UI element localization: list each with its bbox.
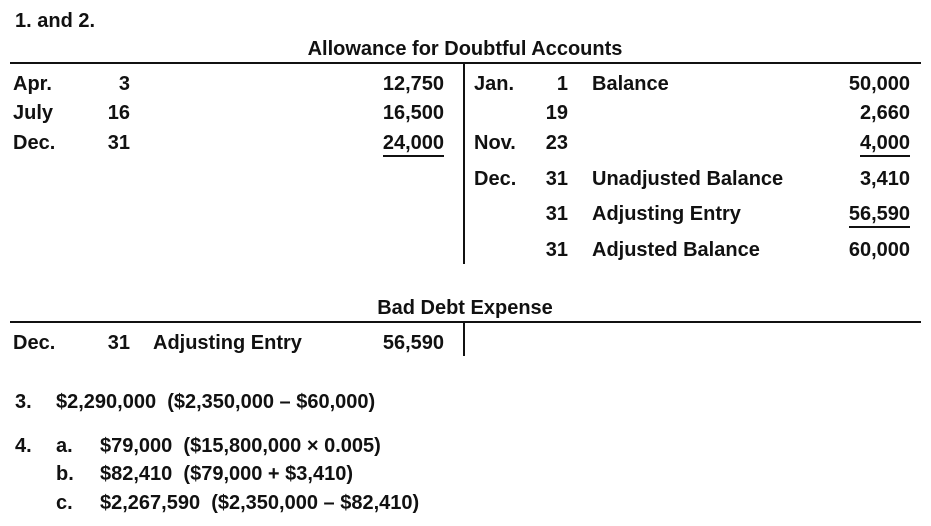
allowance-credit-desc: Balance — [592, 73, 669, 95]
allowance-credit-desc: Unadjusted Balance — [592, 168, 784, 190]
allowance-credit-day: 23 — [545, 132, 568, 154]
bad-debt-debit-month: Dec. — [13, 332, 56, 354]
allowance-debit-amount-underlined — [340, 132, 444, 154]
allowance-credit-amount-underlined — [800, 132, 910, 154]
allowance-credit-amount-underlined — [800, 203, 910, 225]
allowance-debit-month: July — [13, 102, 54, 124]
allowance-credit-amount: 2,660 — [859, 102, 910, 124]
allowance-credit-desc: Adjusting Entry — [592, 203, 741, 225]
allowance-credit-day: 31 — [545, 168, 568, 190]
allowance-credit-day: 31 — [545, 203, 568, 225]
allowance-credit-day: 1 — [556, 73, 568, 95]
allowance-account-top-rule — [10, 62, 921, 64]
allowance-debit-amount: 12,750 — [382, 73, 444, 95]
allowance-debit-month: Apr. — [13, 73, 52, 95]
allowance-credit-month: Jan. — [474, 73, 515, 95]
bad-debt-account-title: Bad Debt Expense — [377, 297, 553, 319]
allowance-credit-month: Dec. — [474, 168, 517, 190]
allowance-credit-month: Nov. — [474, 132, 516, 154]
question-4-answer: $2,267,590 ($2,350,000 – $82,410) — [100, 492, 420, 514]
question-4-letter: a. — [56, 435, 73, 457]
question-3-answer: $2,290,000 ($2,350,000 – $60,000) — [56, 391, 376, 413]
allowance-credit-day: 19 — [545, 102, 568, 124]
allowance-credit-day: 31 — [545, 239, 568, 261]
allowance-debit-day: 31 — [107, 132, 130, 154]
allowance-account-divider — [463, 63, 465, 264]
question-4-answer: $82,410 ($79,000 + $3,410) — [100, 463, 353, 485]
allowance-debit-day: 3 — [118, 73, 130, 95]
bad-debt-account-divider — [463, 322, 465, 356]
allowance-credit-amount: 50,000 — [848, 73, 910, 95]
question-4-letter: c. — [56, 492, 73, 514]
underlined-amount: 24,000 — [383, 132, 444, 157]
question-4-answer: $79,000 ($15,800,000 × 0.005) — [100, 435, 381, 457]
allowance-credit-amount: 3,410 — [859, 168, 910, 190]
bad-debt-debit-desc: Adjusting Entry — [153, 332, 302, 354]
bad-debt-account-top-rule — [10, 321, 921, 323]
allowance-debit-amount: 16,500 — [382, 102, 444, 124]
allowance-debit-month: Dec. — [13, 132, 56, 154]
allowance-credit-desc: Adjusted Balance — [592, 239, 760, 261]
bad-debt-debit-amount: 56,590 — [382, 332, 444, 354]
bad-debt-debit-day: 31 — [107, 332, 130, 354]
question-4-number: 4. — [15, 435, 32, 457]
allowance-account-title: Allowance for Doubtful Accounts — [307, 38, 623, 60]
question-4-letter: b. — [56, 463, 74, 485]
underlined-amount: 56,590 — [849, 203, 910, 228]
section-heading: 1. and 2. — [15, 10, 96, 32]
allowance-debit-day: 16 — [107, 102, 130, 124]
question-3-number: 3. — [15, 391, 32, 413]
allowance-credit-amount: 60,000 — [848, 239, 910, 261]
underlined-amount: 4,000 — [860, 132, 910, 157]
